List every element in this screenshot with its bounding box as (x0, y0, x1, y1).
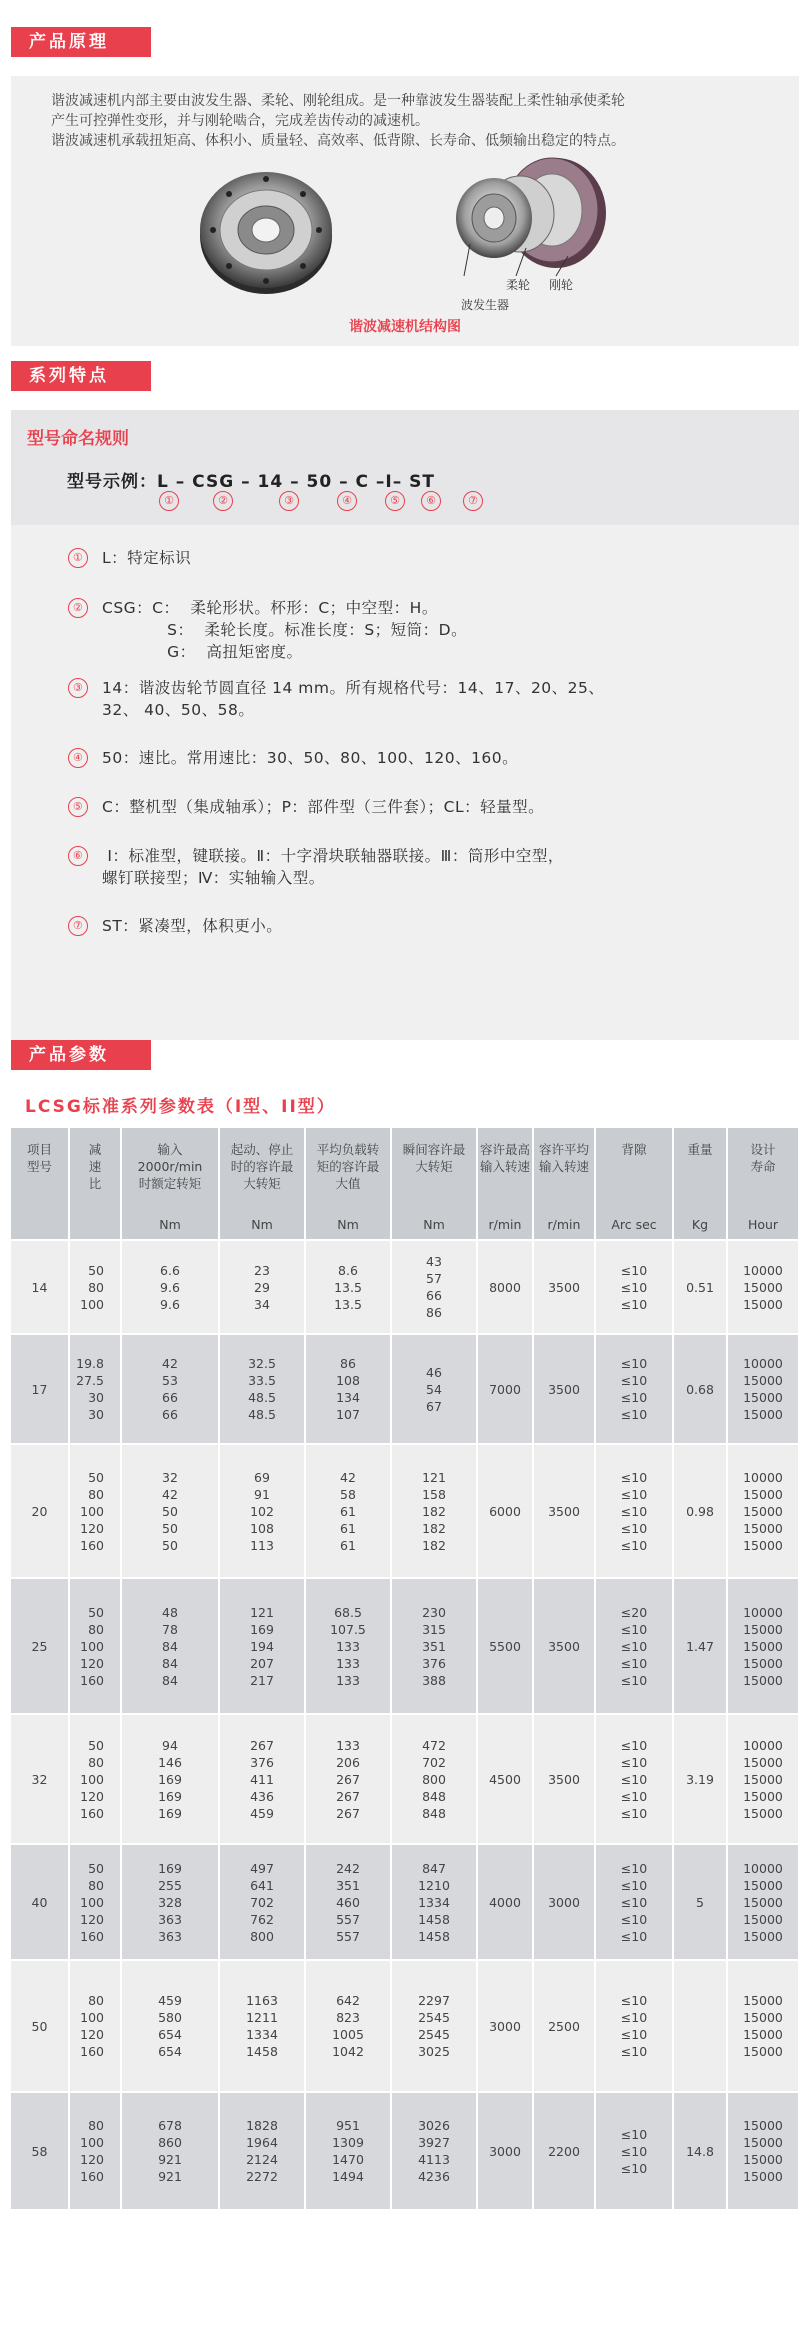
column-header (477, 1128, 533, 1240)
rule-item-6 (69, 845, 564, 889)
table-cell-life: 15000 15000 15000 15000 (727, 2092, 799, 2210)
table-cell-maxin: 6000 (477, 1444, 533, 1578)
table-row (11, 1714, 799, 1844)
table-row (11, 1578, 799, 1714)
table-cell-backlash: ≤10 ≤10 ≤10 ≤10 ≤10 (595, 1844, 673, 1960)
table-cell-momentary: 230 315 351 376 388 (391, 1578, 477, 1714)
column-header-label: 设计 寿命 (750, 1142, 776, 1174)
table-cell-life: 10000 15000 15000 15000 15000 (727, 1844, 799, 1960)
table-cell-life: 15000 15000 15000 15000 (727, 1960, 799, 2092)
table-cell-weight: 3.19 (673, 1714, 727, 1844)
section-heading-features: 系列特点 (11, 361, 151, 391)
table-cell-avgin: 2200 (533, 2092, 595, 2210)
column-header-unit: r/min (488, 1217, 522, 1232)
marker-4: ④ (337, 491, 357, 511)
table-cell-avg: 68.5 107.5 133 133 133 (305, 1578, 391, 1714)
table-cell-startstop: 121 169 194 207 217 (219, 1578, 305, 1714)
column-header (673, 1128, 727, 1240)
rule-number: ② (68, 598, 88, 618)
table-cell-rated: 459 580 654 654 (121, 1960, 219, 2092)
column-header-unit: Nm (337, 1217, 359, 1232)
table-cell-life: 10000 15000 15000 15000 15000 (727, 1714, 799, 1844)
table-cell-avgin: 3000 (533, 1844, 595, 1960)
column-header (533, 1128, 595, 1240)
table-header-row (11, 1128, 799, 1240)
table-cell-model: 58 (11, 2092, 69, 2210)
table-cell-ratio: 50 80 100 120 160 (69, 1578, 121, 1714)
naming-rule-title: 型号命名规则 (27, 429, 129, 449)
model-example-code: L – CSG – 14 – 50 – C –I– ST (157, 472, 435, 492)
rule-text: Ⅰ：标准型，键联接。Ⅱ：十字滑块联轴器联接。Ⅲ：筒形中空型， 螺钉联接型；Ⅳ：实轴输入型。 (102, 847, 564, 887)
label-flexspline: 柔轮 (506, 278, 531, 292)
rule-item-4 (69, 747, 518, 769)
table-cell-maxin: 4000 (477, 1844, 533, 1960)
table-cell-ratio: 50 80 100 120 160 (69, 1714, 121, 1844)
table-row (11, 2092, 799, 2210)
column-header-label: 减 速 比 (88, 1142, 102, 1191)
rule-number: ⑤ (68, 797, 88, 817)
table-cell-rated: 32 42 50 50 50 (121, 1444, 219, 1578)
naming-rule-band (11, 410, 799, 525)
column-header (727, 1128, 799, 1240)
table-cell-model: 20 (11, 1444, 69, 1578)
table-cell-weight: 1.47 (673, 1578, 727, 1714)
table-cell-momentary: 847 1210 1334 1458 1458 (391, 1844, 477, 1960)
table-cell-momentary: 2297 2545 2545 3025 (391, 1960, 477, 2092)
table-cell-rated: 94 146 169 169 169 (121, 1714, 219, 1844)
column-header (219, 1128, 305, 1240)
rule-number: ⑥ (68, 846, 88, 866)
table-cell-maxin: 8000 (477, 1240, 533, 1334)
rule-item-2 (69, 597, 467, 663)
reducer-assembled-image (191, 154, 341, 304)
model-example-label: 型号示例： (67, 472, 157, 492)
principle-text-line3: 谐波减速机承载扭矩高、体积小、质量轻、高效率、低背隙、长寿命、低频输出稳定的特点。 (51, 133, 625, 149)
table-cell-backlash: ≤10 ≤10 ≤10 ≤10 ≤10 (595, 1444, 673, 1578)
table-cell-rated: 678 860 921 921 (121, 2092, 219, 2210)
principle-panel (11, 76, 799, 346)
marker-1: ① (159, 491, 179, 511)
table-cell-startstop: 69 91 102 108 113 (219, 1444, 305, 1578)
column-header-unit: Arc sec (611, 1217, 657, 1232)
table-cell-startstop: 1163 1211 1334 1458 (219, 1960, 305, 2092)
principle-text-line1: 谐波减速机内部主要由波发生器、柔轮、刚轮组成。是一种靠波发生器装配上柔性轴承使柔轮 (51, 93, 625, 109)
table-cell-life: 10000 15000 15000 15000 (727, 1334, 799, 1444)
params-table-title: LCSG标准系列参数表（I型、II型） (25, 1097, 336, 1117)
table-cell-model: 14 (11, 1240, 69, 1334)
table-cell-avgin: 2500 (533, 1960, 595, 2092)
column-header-unit: Nm (423, 1217, 445, 1232)
principle-text-line2: 产生可控弹性变形，并与刚轮啮合，完成差齿传动的减速机。 (51, 113, 429, 129)
column-header-label: 容许最高 输入转速 (479, 1142, 530, 1174)
table-cell-avgin: 3500 (533, 1240, 595, 1334)
table-cell-backlash: ≤20 ≤10 ≤10 ≤10 ≤10 (595, 1578, 673, 1714)
table-cell-avgin: 3500 (533, 1714, 595, 1844)
column-header (11, 1128, 69, 1240)
features-panel (11, 410, 799, 1040)
params-panel (11, 1078, 799, 2328)
table-row (11, 1240, 799, 1334)
table-cell-ratio: 50 80 100 120 160 (69, 1844, 121, 1960)
marker-2: ② (213, 491, 233, 511)
rule-text: 50：速比。常用速比：30、50、80、100、120、160。 (102, 749, 519, 767)
column-header-unit: Kg (691, 1217, 709, 1232)
marker-6: ⑥ (421, 491, 441, 511)
column-header (305, 1128, 391, 1240)
table-cell-momentary: 43 57 66 86 (391, 1240, 477, 1334)
table-cell-avgin: 3500 (533, 1578, 595, 1714)
table-cell-model: 17 (11, 1334, 69, 1444)
table-cell-backlash: ≤10 ≤10 ≤10 (595, 2092, 673, 2210)
table-cell-ratio: 80 100 120 160 (69, 1960, 121, 2092)
column-header-unit: Nm (251, 1217, 273, 1232)
diagram-caption: 谐波减速机结构图 (349, 319, 461, 335)
table-cell-life: 10000 15000 15000 15000 15000 (727, 1444, 799, 1578)
rule-number: ③ (68, 678, 88, 698)
table-cell-ratio: 50 80 100 (69, 1240, 121, 1334)
table-cell-momentary: 472 702 800 848 848 (391, 1714, 477, 1844)
table-cell-startstop: 32.5 33.5 48.5 48.5 (219, 1334, 305, 1444)
marker-5: ⑤ (385, 491, 405, 511)
table-cell-weight: 0.51 (673, 1240, 727, 1334)
column-header (391, 1128, 477, 1240)
table-cell-maxin: 3000 (477, 1960, 533, 2092)
label-wave-generator: 波发生器 (461, 298, 510, 312)
table-cell-maxin: 7000 (477, 1334, 533, 1444)
column-header-label: 瞬间容许最 大转矩 (402, 1142, 466, 1174)
table-row (11, 1960, 799, 2092)
table-cell-maxin: 4500 (477, 1714, 533, 1844)
table-row (11, 1334, 799, 1444)
table-cell-maxin: 5500 (477, 1578, 533, 1714)
table-cell-weight (673, 1960, 727, 2092)
table-cell-avg: 133 206 267 267 267 (305, 1714, 391, 1844)
table-cell-avgin: 3500 (533, 1444, 595, 1578)
params-table (11, 1128, 800, 2211)
section-heading-principle: 产品原理 (11, 27, 151, 57)
model-example (67, 467, 435, 492)
table-cell-ratio: 50 80 100 120 160 (69, 1444, 121, 1578)
column-header-label: 起动、停止 时的容许最 大转矩 (230, 1142, 294, 1191)
table-cell-model: 32 (11, 1714, 69, 1844)
table-cell-life: 10000 15000 15000 (727, 1240, 799, 1334)
rule-text: 14：谐波齿轮节圆直径 14 mm。所有规格代号：14、17、20、25、 32、 40、50、58。 (102, 679, 605, 719)
table-cell-avg: 951 1309 1470 1494 (305, 2092, 391, 2210)
table-cell-rated: 169 255 328 363 363 (121, 1844, 219, 1960)
rule-item-3 (69, 677, 604, 721)
column-header-unit: Hour (747, 1217, 779, 1232)
reducer-exploded-image (436, 148, 611, 278)
rule-number: ⑦ (68, 916, 88, 936)
table-cell-ratio: 19.8 27.5 30 30 (69, 1334, 121, 1444)
marker-7: ⑦ (463, 491, 483, 511)
table-cell-momentary: 121 158 182 182 182 (391, 1444, 477, 1578)
table-cell-avg: 8.6 13.5 13.5 (305, 1240, 391, 1334)
table-cell-rated: 48 78 84 84 84 (121, 1578, 219, 1714)
label-circular-spline: 刚轮 (549, 278, 574, 292)
table-cell-backlash: ≤10 ≤10 ≤10 ≤10 (595, 1960, 673, 2092)
table-cell-ratio: 80 100 120 160 (69, 2092, 121, 2210)
rule-item-7 (69, 915, 282, 937)
table-cell-weight: 5 (673, 1844, 727, 1960)
column-header-label: 重量 (687, 1142, 713, 1157)
table-cell-model: 40 (11, 1844, 69, 1960)
rule-item-1 (69, 547, 191, 569)
column-header-label: 平均负载转 矩的容许最 大值 (316, 1142, 380, 1191)
rule-text: C：整机型（集成轴承）；P：部件型（三件套）；CL：轻量型。 (102, 798, 545, 816)
table-cell-weight: 0.98 (673, 1444, 727, 1578)
column-header (595, 1128, 673, 1240)
table-cell-model: 50 (11, 1960, 69, 2092)
table-cell-rated: 6.6 9.6 9.6 (121, 1240, 219, 1334)
table-cell-avg: 242 351 460 557 557 (305, 1844, 391, 1960)
table-cell-startstop: 23 29 34 (219, 1240, 305, 1334)
rule-text: ST：紧凑型，体积更小。 (102, 917, 283, 935)
table-cell-model: 25 (11, 1578, 69, 1714)
column-header (121, 1128, 219, 1240)
column-header-label: 项目 型号 (26, 1142, 52, 1174)
table-cell-avgin: 3500 (533, 1334, 595, 1444)
column-header-unit: r/min (547, 1217, 581, 1232)
section-heading-params: 产品参数 (11, 1040, 151, 1070)
table-cell-avg: 86 108 134 107 (305, 1334, 391, 1444)
column-header-unit: Nm (159, 1217, 181, 1232)
table-cell-backlash: ≤10 ≤10 ≤10 ≤10 ≤10 (595, 1714, 673, 1844)
table-cell-weight: 14.8 (673, 2092, 727, 2210)
rule-item-5 (69, 796, 544, 818)
column-header (69, 1128, 121, 1240)
table-cell-momentary: 3026 3927 4113 4236 (391, 2092, 477, 2210)
column-header-label: 容许平均 输入转速 (538, 1142, 589, 1174)
rule-text: L：特定标识 (102, 549, 192, 567)
table-cell-maxin: 3000 (477, 2092, 533, 2210)
table-cell-momentary: 46 54 67 (391, 1334, 477, 1444)
table-cell-weight: 0.68 (673, 1334, 727, 1444)
column-header-label: 输入 2000r/min 时额定转矩 (137, 1142, 203, 1191)
rule-number: ① (68, 548, 88, 568)
table-cell-rated: 42 53 66 66 (121, 1334, 219, 1444)
table-cell-backlash: ≤10 ≤10 ≤10 ≤10 (595, 1334, 673, 1444)
rule-number: ④ (68, 748, 88, 768)
table-cell-avg: 642 823 1005 1042 (305, 1960, 391, 2092)
table-row (11, 1844, 799, 1960)
marker-3: ③ (279, 491, 299, 511)
table-cell-startstop: 267 376 411 436 459 (219, 1714, 305, 1844)
column-header-label: 背隙 (621, 1142, 647, 1157)
table-cell-life: 10000 15000 15000 15000 15000 (727, 1578, 799, 1714)
table-cell-avg: 42 58 61 61 61 (305, 1444, 391, 1578)
table-body (11, 1240, 799, 2210)
table-cell-startstop: 1828 1964 2124 2272 (219, 2092, 305, 2210)
table-cell-backlash: ≤10 ≤10 ≤10 (595, 1240, 673, 1334)
table-row (11, 1444, 799, 1578)
table-cell-startstop: 497 641 702 762 800 (219, 1844, 305, 1960)
rule-text: CSG：C： 柔轮形状。杯形：C；中空型：H。 S： 柔轮长度。标准长度：S；短筒：D。 G： 高扭矩密度。 (102, 599, 468, 661)
